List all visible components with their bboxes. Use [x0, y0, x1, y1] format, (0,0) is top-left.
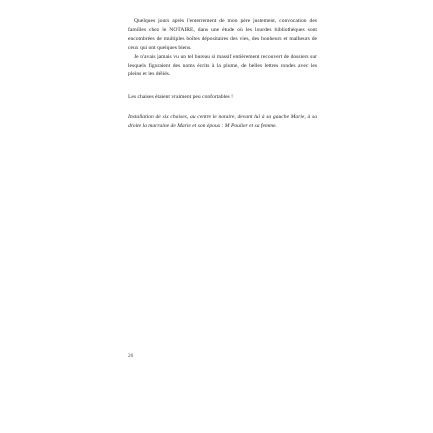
paragraph-spacer [128, 79, 317, 93]
paragraph-spacer [128, 102, 317, 113]
text-column [128, 17, 317, 131]
paragraph-installation: Installation de six chaises, au centre le notaire, devant lui à sa gauche Marie, à sa droite la marraine de Marie et son époux : M Poulier et sa femme. [128, 114, 317, 130]
paragraph-chairs: Les chaises étaient vraiment peu confortables ! [128, 94, 233, 101]
paragraph-notary-convocation: Quelques jours après l'enterrement de mon père justement, convocation des familles chez le NOTAIRE, dans une étude où les lourdes bibliothèques sont encombrées de multiples boîtes dépositaires des vies, des bonheurs et malheurs de ceux qui ont quelques biens. [128, 18, 317, 51]
paragraph-desk-description: Je n'avais jamais vu un tel bureau si massif entièrement recouvert de dossiers sur lesquels figuraient des noms écrits à la plume, de belles lettres rondes avec les pleins et les déliés. [128, 53, 317, 78]
page-number: 26 [128, 353, 134, 359]
